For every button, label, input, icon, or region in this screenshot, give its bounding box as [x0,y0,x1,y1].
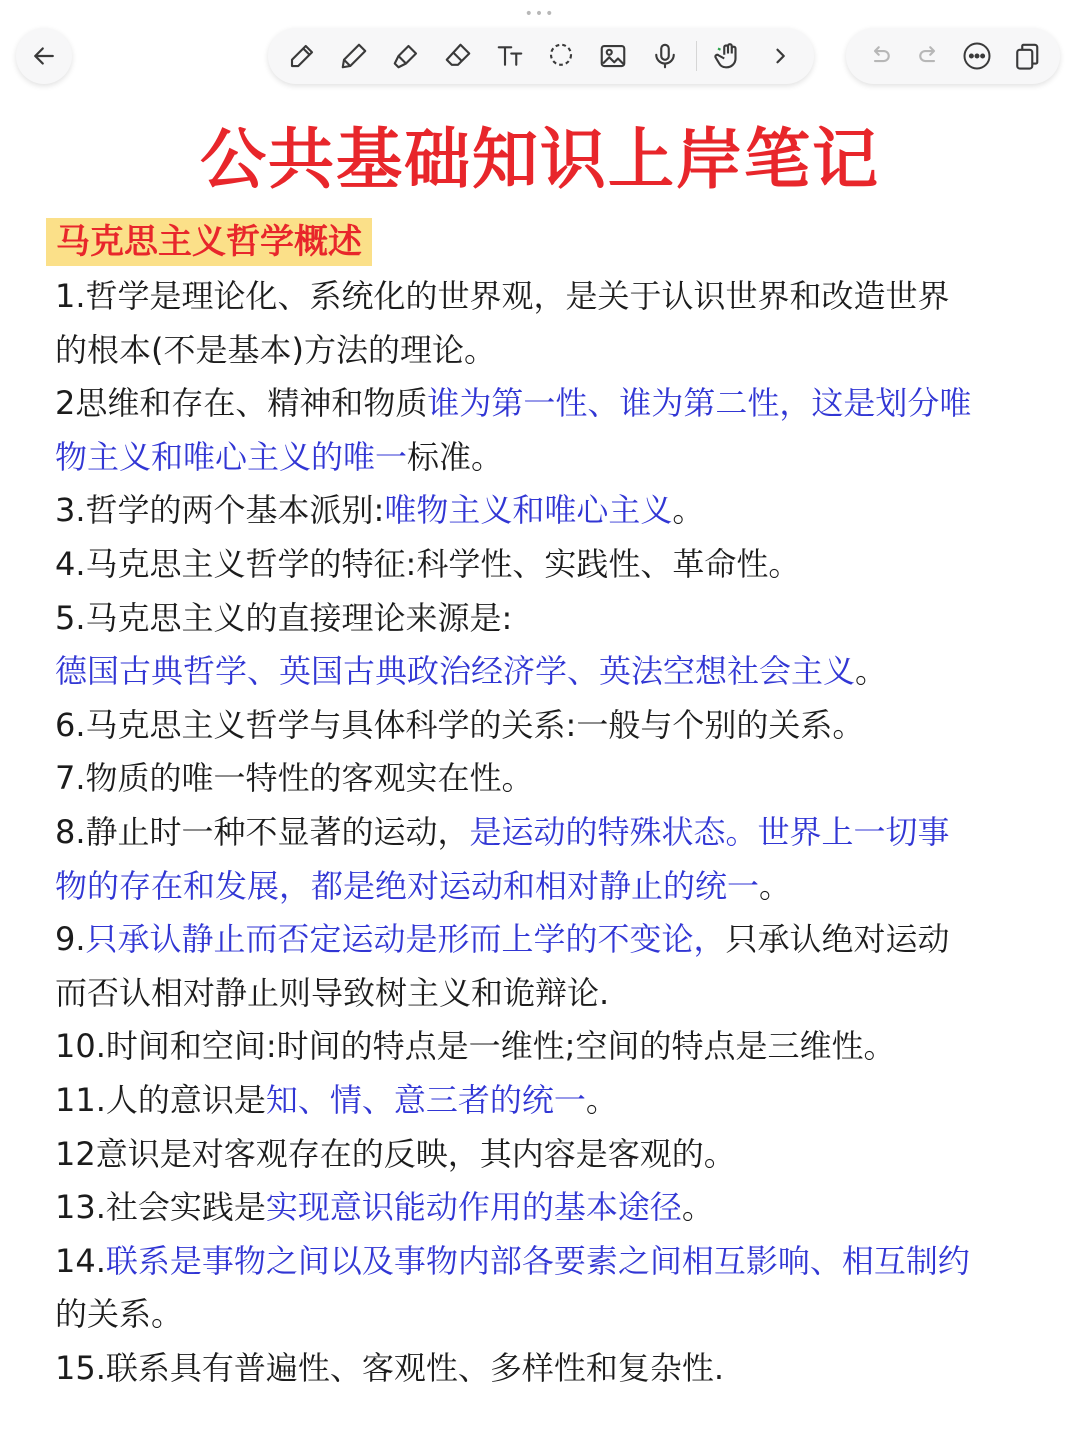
line-text: 而否认相对静止则导致树主义和诡辩论. [55,973,610,1012]
emphasis-text: 物主义和唯心主义的唯一 [55,437,408,476]
drawing-tools-bar [268,28,814,84]
image-icon[interactable] [592,35,634,77]
redo-icon[interactable] [908,35,950,77]
section-heading: 马克思主义哲学概述 [46,218,372,266]
page-title: 公共基础知识上岸笔记 [200,121,880,198]
line-text: 15.联系具有普遍性、客观性、多样性和复杂性. [55,1348,725,1387]
note-line [55,1342,1040,1396]
lasso-icon[interactable] [540,35,582,77]
microphone-icon[interactable] [644,35,686,77]
note-line [55,645,1040,699]
pages-icon[interactable] [1005,35,1047,77]
note-line [55,484,1040,538]
toolbar [0,22,1080,88]
line-text: 。 [681,1188,714,1227]
note-line [55,1074,1040,1128]
line-text: 6.马克思主义哲学与具体科学的关系:一般与个别的关系。 [55,705,865,744]
toolbar-divider [696,41,697,71]
more-icon[interactable] [956,35,998,77]
emphasis-text: 谁为第一性、谁为第二性，这是划分唯 [427,384,972,423]
line-text: 的关系。 [55,1295,184,1334]
emphasis-text: 只承认静止而否定运动是形而上学的不变论， [85,920,726,959]
text-tool-icon[interactable] [489,35,531,77]
line-text: 13.社会实践是 [55,1188,266,1227]
line-text: 9. [55,920,86,959]
line-text: 8.静止时一种不显著的运动， [55,812,470,851]
line-text: 10.时间和空间:时间的特点是一维性;空间的特点是三维性。 [55,1027,896,1066]
line-text: 。 [855,652,888,691]
document-actions-bar [846,28,1060,84]
line-text: 11.人的意识是 [55,1080,266,1119]
note-line [55,324,1040,378]
note-line [55,1235,1040,1289]
note-line [55,270,1040,324]
note-line [55,538,1040,592]
emphasis-text: 唯物主义和唯心主义 [384,491,673,530]
note-line [55,1181,1040,1235]
emphasis-text: 实现意识能动作用的基本途径 [265,1188,682,1227]
pen-icon[interactable] [281,35,323,77]
note-line [55,967,1040,1021]
line-text: 的根本(不是基本)方法的理论。 [55,330,496,369]
emphasis-text: 联系是事物之间以及事物内部各要素之间相互影响、相互制约 [105,1241,970,1280]
line-text: 2思维和存在、精神和物质 [55,384,428,423]
note-line [55,377,1040,431]
note-line [55,860,1040,914]
line-text: 。 [759,866,792,905]
line-text: 只承认绝对运动 [725,920,950,959]
line-text: 1.哲学是理论化、系统化的世界观，是关于认识世界和改造世界 [55,277,950,315]
note-line [55,1020,1040,1074]
arrow-left-icon [23,35,65,77]
emphasis-text: 德国古典哲学、英国古典政治经济学、英法空想社会主义 [55,652,856,691]
window-grabber[interactable]: ••• [524,6,556,22]
emphasis-text: 是运动的特殊状态。世界上一切事 [469,812,950,851]
note-line [55,592,1040,646]
eraser-icon[interactable] [437,35,479,77]
line-text: 12意识是对客观存在的反映，其内容是客观的。 [55,1134,736,1173]
note-content [55,270,1040,1395]
chevron-right-icon[interactable] [759,35,801,77]
line-text: 7.物质的唯一特性的客观实在性。 [55,759,534,798]
line-text: 。 [585,1080,618,1119]
line-text: 标准。 [407,437,504,476]
note-line [55,752,1040,806]
line-text: 。 [672,491,705,530]
note-line [55,913,1040,967]
undo-icon[interactable] [859,35,901,77]
highlighter-icon[interactable] [385,35,427,77]
line-text: 5.马克思主义的直接理论来源是: [55,598,513,637]
note-line [55,1128,1040,1182]
line-text: 14. [55,1241,106,1280]
line-text: 4.马克思主义哲学的特征:科学性、实践性、革命性。 [55,544,801,583]
back-button[interactable] [16,28,72,84]
line-text: 3.哲学的两个基本派别: [55,491,385,530]
note-line [55,806,1040,860]
emphasis-text: 知、情、意三者的统一 [265,1080,586,1119]
note-line [55,431,1040,485]
note-line [55,699,1040,753]
pencil-icon[interactable] [333,35,375,77]
emphasis-text: 物的存在和发展，都是绝对运动和相对静止的统一 [55,866,760,905]
note-line [55,1288,1040,1342]
hand-gesture-icon[interactable] [707,35,749,77]
